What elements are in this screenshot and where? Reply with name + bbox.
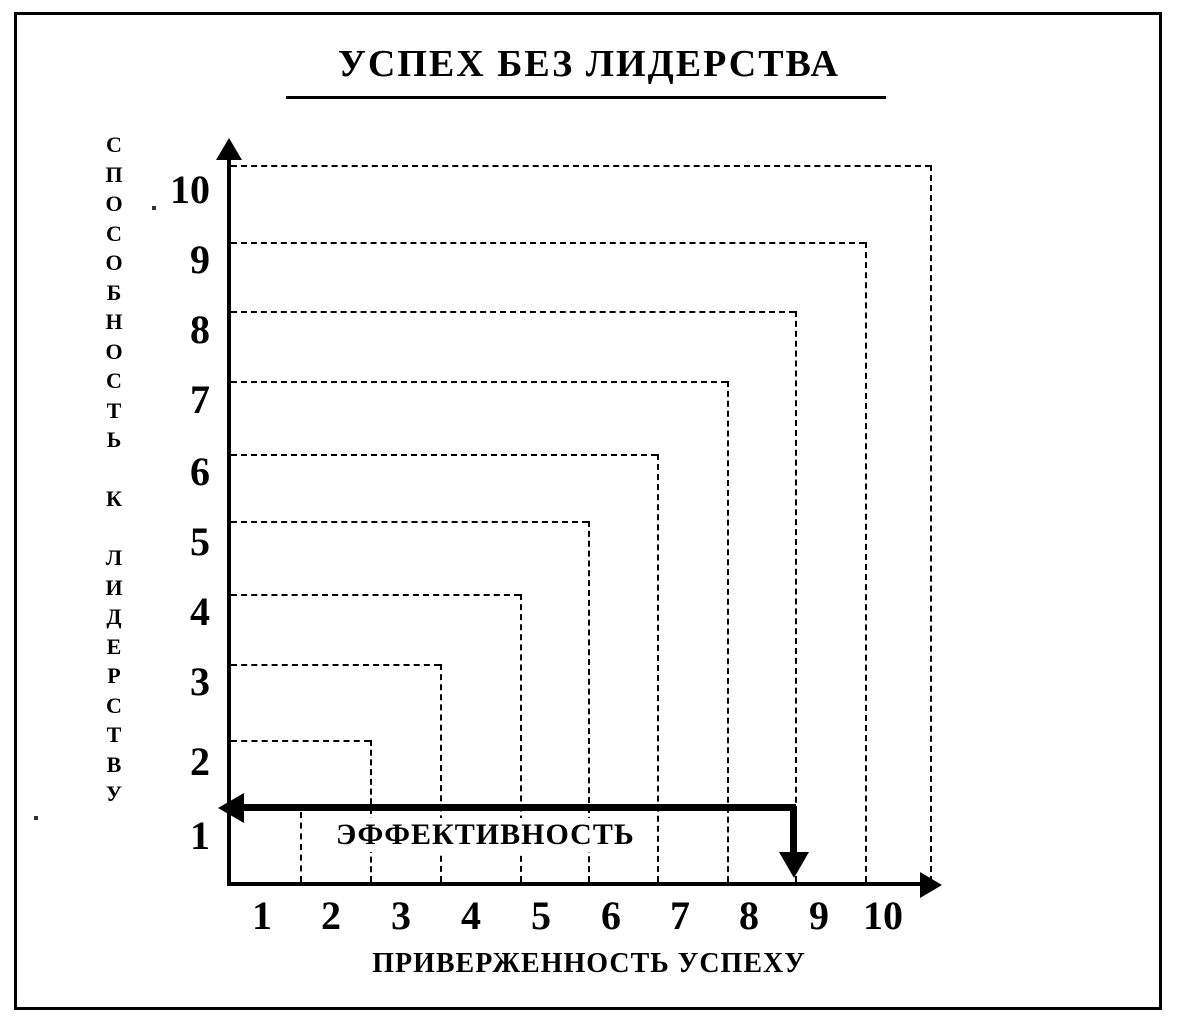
x-tick-1: 1	[252, 893, 272, 938]
y-caption-letter: О	[105, 191, 123, 216]
x-tick-7: 7	[670, 893, 690, 938]
y-caption-letter: Д	[106, 604, 122, 629]
y-axis-arrow-icon	[216, 138, 242, 160]
y-caption-letter: У	[105, 781, 123, 806]
x-tick-6: 6	[601, 893, 621, 938]
y-tick-2: 2	[190, 739, 210, 784]
x-tick-5: 5	[531, 893, 551, 938]
contour-7-horizontal	[231, 381, 727, 383]
y-caption-letter: Р	[107, 663, 121, 688]
contour-1-vertical	[300, 812, 302, 882]
contour-10-vertical	[930, 165, 932, 882]
efficiency-arrow-horizontal	[240, 804, 796, 811]
contour-9-vertical	[865, 242, 867, 882]
y-caption-letter: Л	[105, 545, 123, 570]
x-tick-9: 9	[809, 893, 829, 938]
y-caption-letter: Е	[106, 633, 122, 659]
y-caption-letter: С	[106, 692, 122, 718]
x-tick-4: 4	[461, 893, 481, 938]
contour-8-horizontal	[231, 311, 795, 313]
contour-10-horizontal	[231, 165, 931, 167]
y-tick-9: 9	[190, 237, 210, 282]
y-caption-letter: Н	[105, 309, 123, 334]
y-caption-letter: С	[106, 132, 122, 157]
efficiency-arrow-vertical	[790, 806, 797, 858]
y-axis-line	[227, 152, 231, 886]
y-axis-caption	[96, 130, 132, 809]
y-caption-letter	[96, 455, 132, 485]
y-caption-letter: К	[106, 486, 122, 511]
y-caption-letter: В	[106, 751, 122, 777]
contour-6-vertical	[657, 454, 659, 882]
y-caption-letter: П	[105, 161, 123, 187]
x-axis-caption: ПРИВЕРЖЕННОСТЬ УСПЕХУ	[372, 948, 806, 979]
y-caption-letter	[96, 514, 132, 544]
y-caption-letter: Т	[106, 722, 122, 747]
contour-6-horizontal	[231, 454, 657, 456]
y-caption-letter: С	[106, 220, 122, 246]
efficiency-arrow-left-head-icon	[218, 793, 244, 823]
x-tick-10: 10	[863, 893, 903, 938]
contour-2-horizontal	[231, 740, 370, 742]
x-axis-line	[227, 882, 927, 886]
contour-2-vertical	[370, 740, 372, 882]
y-tick-7: 7	[190, 377, 210, 422]
x-tick-3: 3	[391, 893, 411, 938]
y-tick-5: 5	[190, 519, 210, 564]
y-caption-letter: Ь	[106, 427, 122, 452]
efficiency-label: ЭФФЕКТИВНОСТЬ	[330, 818, 641, 852]
y-caption-letter: О	[105, 250, 123, 275]
x-tick-8: 8	[739, 893, 759, 938]
contour-5-horizontal	[231, 521, 588, 523]
y-caption-letter: Т	[106, 397, 122, 423]
contour-8-vertical	[795, 311, 797, 882]
y-tick-10: 10	[170, 167, 210, 212]
y-caption-letter: Б	[106, 279, 122, 305]
y-tick-6: 6	[190, 449, 210, 494]
y-tick-1: 1	[190, 813, 210, 858]
y-tick-8: 8	[190, 307, 210, 352]
y-tick-4: 4	[190, 589, 210, 634]
y-tick-3: 3	[190, 659, 210, 704]
y-caption-letter: И	[105, 574, 123, 600]
y-caption-letter: О	[105, 338, 123, 364]
contour-3-horizontal	[231, 664, 440, 666]
page-title: УСПЕХ БЕЗ ЛИДЕРСТВА	[338, 43, 840, 85]
x-tick-2: 2	[321, 893, 341, 938]
efficiency-arrow-down-head-icon	[779, 852, 809, 878]
contour-4-horizontal	[231, 594, 520, 596]
contour-9-horizontal	[231, 242, 865, 244]
y-caption-letter: С	[106, 368, 122, 393]
